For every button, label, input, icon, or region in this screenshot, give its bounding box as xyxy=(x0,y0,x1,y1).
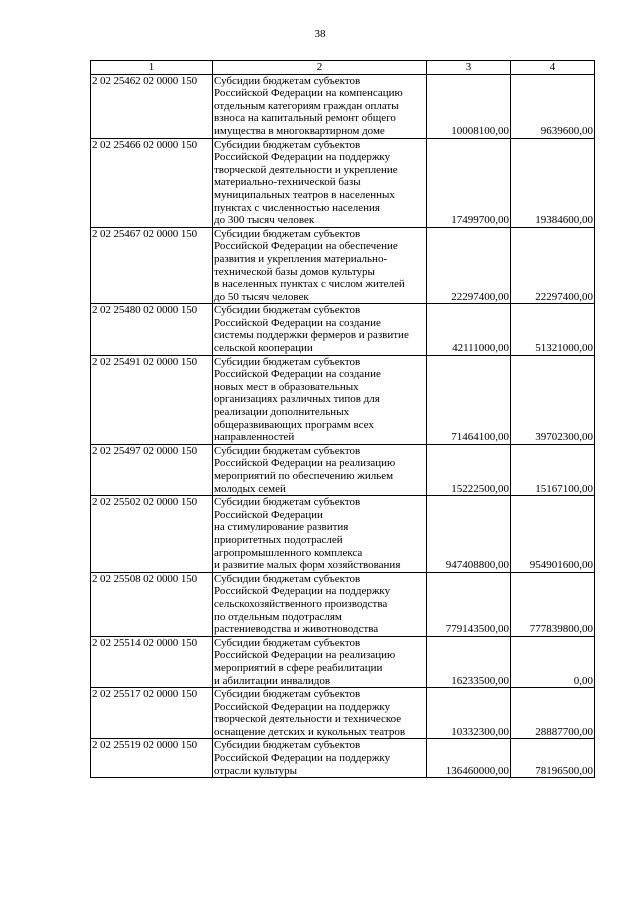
column-header-1: 1 xyxy=(91,61,213,75)
row-name: Субсидии бюджетам субъектов Российской Федерации на компенсацию отдельным категориям граждан оплаты взноса на капитальный ремонт общего имущества в многоквартирном доме xyxy=(213,74,427,138)
table-row xyxy=(91,739,595,778)
table-row xyxy=(91,496,595,573)
column-header-3: 3 xyxy=(427,61,511,75)
table-row xyxy=(91,572,595,636)
row-code: 2 02 25502 02 0000 150 xyxy=(91,496,213,573)
table-row xyxy=(91,304,595,355)
row-value-3: 136460000,00 xyxy=(427,739,511,778)
row-name: Субсидии бюджетам субъектов Российской Федерации на стимулирование развития приоритетных подотраслей агропромышленного комплекса и развитие малых форм хозяйствования xyxy=(213,496,427,573)
row-code: 2 02 25467 02 0000 150 xyxy=(91,227,213,304)
row-value-3: 10008100,00 xyxy=(427,74,511,138)
row-value-4: 51321000,00 xyxy=(511,304,595,355)
row-name: Субсидии бюджетам субъектов Российской Федерации на создание новых мест в образовательных организациях различных типов для реализации дополнительных общеразвивающих программ всех направленностей xyxy=(213,355,427,444)
row-name: Субсидии бюджетам субъектов Российской Федерации на поддержку сельскохозяйственного производства по отдельным подотраслям растениеводства и животноводства xyxy=(213,572,427,636)
page-number: 38 xyxy=(314,28,326,40)
row-code: 2 02 25480 02 0000 150 xyxy=(91,304,213,355)
row-value-3: 17499700,00 xyxy=(427,138,511,227)
row-value-4: 78196500,00 xyxy=(511,739,595,778)
row-name: Субсидии бюджетам субъектов Российской Федерации на поддержку творческой деятельности и укрепление материально-технической базы муниципальных театров в населенных пунктах с численностью населения до 300 тысяч человек xyxy=(213,138,427,227)
row-code: 2 02 25491 02 0000 150 xyxy=(91,355,213,444)
row-value-3: 10332300,00 xyxy=(427,688,511,739)
row-value-4: 19384600,00 xyxy=(511,138,595,227)
row-name: Субсидии бюджетам субъектов Российской Федерации на реализацию мероприятий в сфере реабилитации и абилитации инвалидов xyxy=(213,636,427,687)
table-row xyxy=(91,636,595,687)
row-name: Субсидии бюджетам субъектов Российской Федерации на поддержку творческой деятельности и техническое оснащение детских и кукольных театров xyxy=(213,688,427,739)
row-value-3: 15222500,00 xyxy=(427,444,511,495)
row-value-4: 777839800,00 xyxy=(511,572,595,636)
row-code: 2 02 25462 02 0000 150 xyxy=(91,74,213,138)
row-value-3: 779143500,00 xyxy=(427,572,511,636)
row-code: 2 02 25497 02 0000 150 xyxy=(91,444,213,495)
row-value-4: 22297400,00 xyxy=(511,227,595,304)
column-header-2: 2 xyxy=(213,61,427,75)
row-name: Субсидии бюджетам субъектов Российской Федерации на реализацию мероприятий по обеспечению жильем молодых семей xyxy=(213,444,427,495)
row-value-4: 15167100,00 xyxy=(511,444,595,495)
row-code: 2 02 25466 02 0000 150 xyxy=(91,138,213,227)
row-code: 2 02 25519 02 0000 150 xyxy=(91,739,213,778)
budget-table xyxy=(90,60,595,778)
row-value-3: 22297400,00 xyxy=(427,227,511,304)
row-value-4: 28887700,00 xyxy=(511,688,595,739)
table-row xyxy=(91,227,595,304)
row-value-3: 42111000,00 xyxy=(427,304,511,355)
row-name: Субсидии бюджетам субъектов Российской Федерации на поддержку отрасли культуры xyxy=(213,739,427,778)
row-value-4: 0,00 xyxy=(511,636,595,687)
row-code: 2 02 25517 02 0000 150 xyxy=(91,688,213,739)
table-row xyxy=(91,74,595,138)
row-value-3: 16233500,00 xyxy=(427,636,511,687)
table-row xyxy=(91,355,595,444)
row-name: Субсидии бюджетам субъектов Российской Федерации на обеспечение развития и укрепления материально- технической базы домов культуры в населенных пунктах с числом жителей до 50 тысяч человек xyxy=(213,227,427,304)
row-code: 2 02 25508 02 0000 150 xyxy=(91,572,213,636)
row-value-4: 9639600,00 xyxy=(511,74,595,138)
table-row xyxy=(91,138,595,227)
row-value-4: 954901600,00 xyxy=(511,496,595,573)
row-code: 2 02 25514 02 0000 150 xyxy=(91,636,213,687)
row-value-3: 71464100,00 xyxy=(427,355,511,444)
row-value-4: 39702300,00 xyxy=(511,355,595,444)
row-value-3: 947408800,00 xyxy=(427,496,511,573)
table-row xyxy=(91,444,595,495)
table-row xyxy=(91,688,595,739)
table-header-row xyxy=(91,61,595,75)
column-header-4: 4 xyxy=(511,61,595,75)
row-name: Субсидии бюджетам субъектов Российской Федерации на создание системы поддержки фермеров и развитие сельской кооперации xyxy=(213,304,427,355)
